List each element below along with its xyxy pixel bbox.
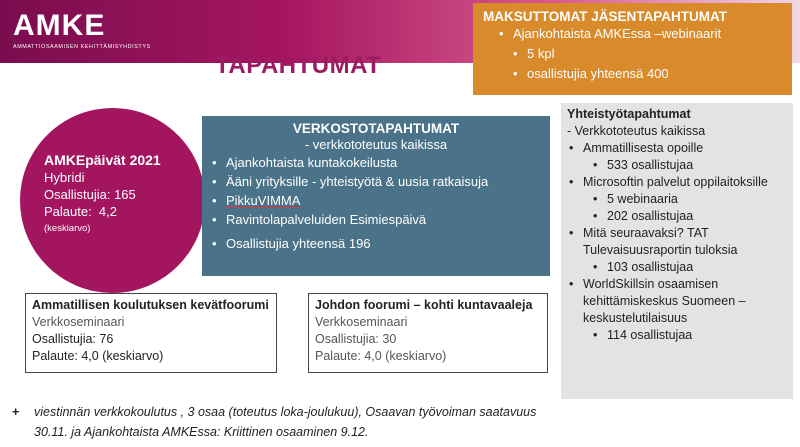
logo-subtitle: AMMATTIOSAAMISEN KEHITTÄMISYHDISTYS xyxy=(13,44,151,50)
footer-text: viestinnän verkkokoulutus , 3 osaa (toteutus loka-joulukuu), Osaavan työvoiman saatavuus 30.11. ja Ajankohtaista AMKEssa: Kriittinen osaaminen 9.12. xyxy=(34,405,537,439)
page-title: TAPAHTUMAT xyxy=(215,52,382,79)
spring-forum-line: Palaute: 4,0 (keskiarvo) xyxy=(32,349,164,363)
plus-icon: + xyxy=(12,405,20,419)
member-events-sub-item: • 5 kpl xyxy=(511,44,782,64)
network-events-item: • Ajankohtaista kuntakokeilusta xyxy=(210,153,542,172)
network-events-title: VERKOSTOTAPAHTUMAT xyxy=(292,121,460,136)
spring-forum-line: Verkkoseminaari xyxy=(32,315,125,329)
coop-events-item: • Mitä seuraavaksi? TAT Tulevaisuusraportin tuloksia xyxy=(567,225,787,259)
footer-note xyxy=(12,402,572,442)
coop-events-sub-item: • 533 osallistujaa xyxy=(591,157,787,174)
coop-events-subtitle: - Verkkototeutus kaikissa xyxy=(567,124,706,138)
spring-forum-box xyxy=(25,293,277,373)
leader-forum-line: Osallistujia: 30 xyxy=(315,332,397,346)
network-events-item-label: PikkuVIMMA xyxy=(226,193,301,208)
member-events-title: MAKSUTTOMAT JÄSENTAPAHTUMAT xyxy=(483,9,727,24)
amke-days-line: Osallistujia: 165 xyxy=(44,187,136,202)
coop-events-item: • Microsoftin palvelut oppilaitoksille xyxy=(567,174,787,191)
logo-wordmark: AMKE xyxy=(13,9,106,42)
coop-events-item: • Ammatillisesta opoille xyxy=(567,140,787,157)
network-events-item: • Ääni yrityksille - yhteistyötä & uusia ratkaisuja xyxy=(210,172,542,191)
amke-days-line: Palaute: 4,2 xyxy=(44,204,117,219)
network-events-subtitle: - verkkototeutus kaikissa xyxy=(304,137,448,152)
leader-forum-line: Palaute: 4,0 (keskiarvo) xyxy=(315,349,447,363)
coop-events-sub-item: • 5 webinaaria xyxy=(591,191,787,208)
network-events-box xyxy=(202,116,550,276)
amke-days-circle xyxy=(20,108,205,293)
leader-forum-box xyxy=(308,293,548,373)
network-events-item: • Ravintolapalveluiden Esimiespäivä xyxy=(210,210,542,229)
amke-days-line: Hybridi xyxy=(44,170,85,185)
amke-days-title: AMKEpäivät 2021 xyxy=(44,152,161,168)
network-events-total: • Osallistujia yhteensä 196 xyxy=(210,234,542,253)
coop-events-sub-item: • 114 osallistujaa xyxy=(591,327,787,344)
spring-forum-line: Osallistujia: 76 xyxy=(32,332,114,346)
leader-forum-title: Johdon foorumi – kohti kuntavaaleja xyxy=(315,298,533,312)
network-events-item xyxy=(210,191,542,210)
member-events-item: • Ajankohtaista AMKEssa –webinaarit xyxy=(497,24,782,44)
coop-events-title: Yhteistyötapahtumat xyxy=(567,107,691,121)
amke-days-note: (keskiarvo) xyxy=(44,223,91,234)
spring-forum-title: Ammatillisen koulutuksen kevätfoorumi xyxy=(32,298,269,312)
member-events-box xyxy=(473,3,792,95)
coop-events-sub-item: • 103 osallistujaa xyxy=(591,259,787,276)
leader-forum-line: Verkkoseminaari xyxy=(315,315,408,329)
coop-events-box xyxy=(561,103,793,399)
coop-events-item: • WorldSkillsin osaamisen kehittämiskeskus Suomeen – keskustelutilaisuus xyxy=(567,276,787,327)
member-events-sub-item: • osallistujia yhteensä 400 xyxy=(511,64,782,84)
coop-events-sub-item: • 202 osallistujaa xyxy=(591,208,787,225)
amke-logo xyxy=(13,10,163,50)
